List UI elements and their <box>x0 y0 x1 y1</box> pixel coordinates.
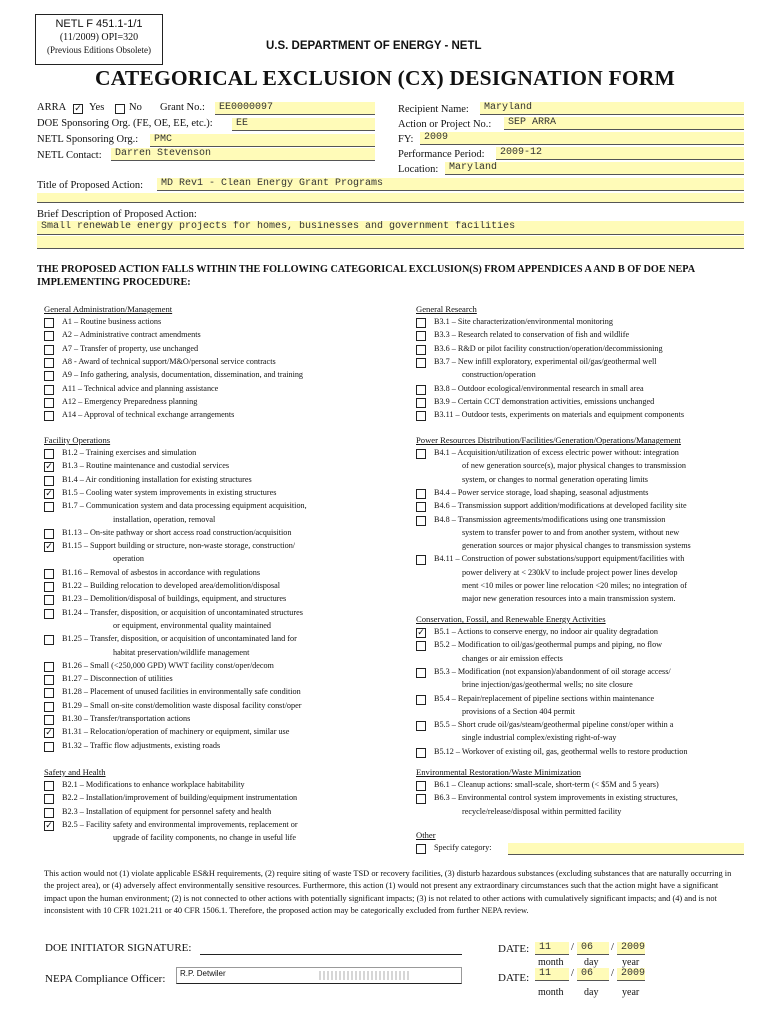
exclusion-checkbox[interactable] <box>44 449 54 459</box>
exclusion-label: B4.1 – Acquisition/utilization of excess electric power without: integration <box>434 448 679 457</box>
exclusion-checkbox[interactable] <box>416 781 426 791</box>
exclusion-label: single industrial complex/existing right-of-way <box>462 733 617 743</box>
exclusion-label: A14 – Approval of technical exchange arrangements <box>62 410 235 420</box>
grant-label: Grant No.: <box>160 102 205 113</box>
left-section-heading: Facility Operations <box>44 435 111 445</box>
exclusion-label: B3.1 – Site characterization/environmental monitoring <box>434 317 613 326</box>
performance-period-label: Performance Period: <box>398 149 485 160</box>
exclusion-label: B3.7 – New infill exploratory, experimental oil/gas/geothermal well <box>434 356 657 366</box>
date1-day-caption: day <box>584 957 599 968</box>
date2-day-field[interactable]: 06 <box>577 968 609 981</box>
exclusion-checkbox[interactable] <box>44 675 54 685</box>
exclusion-checkbox[interactable] <box>416 668 426 678</box>
date1-year-field[interactable]: 2009 <box>617 942 645 955</box>
date2-slash2: / <box>611 968 614 979</box>
arra-yes-label: Yes <box>89 102 105 113</box>
doe-initiator-signature-label: DOE INITIATOR SIGNATURE: <box>45 942 192 954</box>
exclusion-checkbox[interactable] <box>416 318 426 328</box>
exclusion-label: B1.15 – Support building or structure, non-waste storage, construction/ <box>62 541 296 551</box>
exclusion-label: B1.16 – Removal of asbestos in accordance with regulations <box>62 567 261 577</box>
exclusion-label: provisions of a Section 404 permit <box>462 706 576 716</box>
exclusion-checkbox[interactable]: ✓ <box>45 728 53 739</box>
exclusion-label: B1.32 – Traffic flow adjustments, existing roads <box>62 740 221 750</box>
exclusion-checkbox[interactable]: ✓ <box>417 628 425 638</box>
exclusion-checkbox[interactable] <box>416 641 426 651</box>
proposed-action-title-field-line2[interactable] <box>37 193 744 203</box>
proposed-action-title-label: Title of Proposed Action: <box>37 180 144 191</box>
form-number-box <box>35 14 163 65</box>
exclusion-label: B3.11 – Outdoor tests, experiments on materials and equipment components <box>434 410 685 420</box>
exclusion-label: A12 – Emergency Preparedness planning <box>62 396 198 406</box>
exclusion-checkbox[interactable] <box>44 702 54 712</box>
exclusion-checkbox[interactable]: ✓ <box>45 488 53 499</box>
exclusion-label: or equipment, environmental quality maintained <box>113 620 272 630</box>
categorical-exclusion-statement: THE PROPOSED ACTION FALLS WITHIN THE FOLLOWING CATEGORICAL EXCLUSION(S) FROM APPENDICES A AND B OF DOE NEPA IMPLEMENTING PROCEDURE: <box>37 264 695 288</box>
exclusion-label: B3.8 – Outdoor ecological/environmental research in small area <box>434 383 644 393</box>
exclusion-label: A9 – Info gathering, analysis, documentation, dissemination, and training <box>62 370 304 380</box>
exclusion-label: Specify category: <box>434 843 492 852</box>
nepa-signature-box[interactable] <box>176 967 462 984</box>
exclusion-label: B3.6 – R&D or pilot facility construction/operation/decommissioning <box>434 343 663 353</box>
exclusion-checkbox[interactable] <box>44 662 54 672</box>
date2-slash1: / <box>571 968 574 979</box>
netl-org-field[interactable]: PMC <box>150 134 375 147</box>
brief-description-field-line2[interactable] <box>37 236 744 249</box>
exclusion-checkbox[interactable] <box>44 529 54 539</box>
exclusion-checkbox[interactable] <box>44 385 54 395</box>
exclusion-label: A2 – Administrative contract amendments <box>62 330 201 340</box>
exclusion-label: major new generation resources into a main transmission system. <box>462 594 676 604</box>
exclusion-label: B3.3 – Research related to conservation of fish and wildlife <box>434 330 630 340</box>
exclusion-label: B5.4 – Repair/replacement of pipeline sections within maintenance <box>434 693 655 703</box>
fy-label: FY: <box>398 134 414 145</box>
exclusion-checkbox[interactable] <box>44 502 54 512</box>
exclusion-label: B1.24 – Transfer, disposition, or acquisition of uncontaminated structures <box>62 607 303 617</box>
exclusion-checkbox[interactable] <box>44 582 54 592</box>
arra-label: ARRA <box>37 102 67 113</box>
exclusion-label: B5.5 – Short crude oil/gas/steam/geothermal pipeline const/oper within a <box>434 720 674 730</box>
date2-label: DATE: <box>498 972 530 984</box>
exclusion-label: upgrade of facility components, no change in useful life <box>113 833 297 843</box>
exclusion-checkbox[interactable] <box>44 411 54 421</box>
exclusion-label: A7 – Transfer of property, use unchanged <box>62 343 199 353</box>
exclusion-label: B1.31 – Relocation/operation of machinery or equipment, similar use <box>62 727 290 737</box>
exclusion-checkbox[interactable] <box>416 748 426 758</box>
exclusion-checkbox[interactable] <box>44 371 54 381</box>
agency-name: U.S. DEPARTMENT OF ENERGY - NETL <box>266 40 482 52</box>
exclusion-checkbox[interactable] <box>44 609 54 619</box>
exclusion-checkbox[interactable] <box>416 489 426 499</box>
date2-month-field[interactable]: 11 <box>535 968 569 981</box>
disclaimer-text: This action would not (1) violate applicable ES&H requirements, (2) require siting of waste TSD or recovery facilities, (3) disturb hazardous substances (excluding substances that are naturally occurring in the project area), or (4) adversely affect environmentally sensitive resources. Furthermore, this action (1) would not present any extraordinary circumstances such that the action might have a significant impact upon the human environment; (2) is not connected to other actions with potentially significant impacts; (3) is not related to other actions with cumulatively significant impacts; and (4) and is not inconsistent with 10 CFR 1021.211 or 40 CFR 1506.1. Therefore, the proposed action may be categorically excluded from further NEPA review. <box>44 869 732 915</box>
grant-number-field[interactable]: EE0000097 <box>215 102 375 115</box>
brief-description-field[interactable]: Small renewable energy projects for homes, businesses and government facilities <box>37 221 744 235</box>
date2-month-caption: month <box>538 987 564 998</box>
date2-day-caption: day <box>584 987 599 998</box>
exclusion-checkbox[interactable]: ✓ <box>45 820 53 831</box>
exclusion-checkbox[interactable] <box>416 516 426 526</box>
exclusion-label: A11 – Technical advice and planning assistance <box>62 383 219 393</box>
exclusion-checkbox[interactable] <box>44 742 54 752</box>
exclusion-checkbox[interactable] <box>44 808 54 818</box>
exclusion-checkbox[interactable] <box>416 411 426 421</box>
right-section-heading: General Research <box>416 304 477 314</box>
netl-contact-field[interactable]: Darren Stevenson <box>111 148 375 161</box>
other-category-field[interactable] <box>508 843 744 855</box>
exclusion-label: B1.25 – Transfer, disposition, or acquisition of uncontaminated land for <box>62 634 297 644</box>
exclusion-checkbox[interactable]: ✓ <box>45 542 53 553</box>
exclusion-label: B1.26 – Small (<250,000 GPD) WWT facility const/oper/decom <box>62 660 274 670</box>
exclusion-label: system to transfer power to and from another system, without new <box>462 527 680 537</box>
exclusion-label: B1.27 – Disconnection of utilities <box>62 674 173 684</box>
doe-org-label: DOE Sponsoring Org. (FE, OE, EE, etc.): <box>37 118 213 129</box>
exclusion-checkbox[interactable] <box>44 398 54 408</box>
exclusion-checkbox[interactable] <box>44 595 54 605</box>
exclusion-label: B1.29 – Small on-site const/demolition waste disposal facility const/oper <box>62 700 302 710</box>
exclusion-label: B3.9 – Certain CCT demonstration activities, emissions unchanged <box>434 396 655 406</box>
exclusion-label: ment <10 miles or power line relocation <20 miles; no integration of <box>462 581 688 590</box>
exclusion-label: B2.5 – Facility safety and environmental improvements, replacement or <box>62 819 298 829</box>
date1-slash2: / <box>611 942 614 953</box>
exclusion-label: brine injection/gas/geothermal wells; no site closure <box>462 680 633 690</box>
arra-yes-checkbox[interactable]: ✓ <box>74 104 82 114</box>
exclusion-label: B2.1 – Modifications to enhance workplace habitability <box>62 780 245 789</box>
exclusion-label: B1.22 – Building relocation to developed area/demolition/disposal <box>62 581 281 590</box>
exclusion-label: generation sources or major physical changes to transmission systems <box>462 541 691 551</box>
exclusion-label: B6.3 – Environmental control system improvements in existing structures, <box>434 793 678 803</box>
form-number: NETL F 451.1-1/1 <box>55 18 143 30</box>
exclusion-label: B1.4 – Air conditioning installation for existing structures <box>62 474 252 484</box>
location-label: Location: <box>398 164 439 175</box>
exclusion-label: B4.11 – Construction of power substations/support equipment/facilities with <box>434 554 685 564</box>
exclusion-label: A1 – Routine business actions <box>62 317 162 326</box>
date1-month-caption: month <box>538 957 564 968</box>
date1-month-field[interactable]: 11 <box>535 942 569 955</box>
exclusion-label: B6.1 – Cleanup actions: small-scale, short-term (< $5M and 5 years) <box>434 780 659 789</box>
exclusion-checkbox[interactable] <box>44 635 54 645</box>
exclusion-label: B1.7 – Communication system and data processing equipment acquisition, <box>62 501 307 511</box>
page-title: CATEGORICAL EXCLUSION (CX) DESIGNATION FORM <box>95 66 675 90</box>
date1-slash1: / <box>571 942 574 953</box>
exclusion-checkbox[interactable] <box>416 385 426 395</box>
doe-org-field[interactable]: EE <box>232 118 375 131</box>
right-section-heading: Other <box>416 830 436 840</box>
exclusion-label: B5.2 – Modification to oil/gas/geothermal pumps and piping, no flow <box>434 640 663 650</box>
nepa-signature-name: R.P. Detwiler <box>180 969 226 978</box>
left-section-heading: General Administration/Management <box>44 304 173 314</box>
exclusion-checkbox[interactable] <box>44 345 54 355</box>
digital-signature-stamp <box>319 971 409 980</box>
exclusion-label: of new generation source(s), major physical changes to transmission <box>462 461 686 471</box>
exclusion-checkbox[interactable] <box>416 331 426 341</box>
netl-org-label: NETL Sponsoring Org.: <box>37 134 139 145</box>
date2-year-field[interactable]: 2009 <box>617 968 645 981</box>
date1-label: DATE: <box>498 943 530 955</box>
recipient-field[interactable]: Maryland <box>480 102 744 115</box>
exclusion-checkbox[interactable] <box>416 502 426 512</box>
arra-no-label: No <box>129 102 142 113</box>
action-no-label: Action or Project No.: <box>398 119 492 130</box>
exclusion-checkbox[interactable] <box>44 476 54 486</box>
exclusion-label: B1.13 – On-site pathway or short access road construction/acquisition <box>62 527 292 537</box>
exclusion-checkbox[interactable] <box>44 331 54 341</box>
exclusion-label: changes or air emission effects <box>462 653 563 663</box>
exclusion-checkbox[interactable] <box>416 721 426 731</box>
recipient-label: Recipient Name: <box>398 104 469 115</box>
netl-contact-label: NETL Contact: <box>37 150 102 161</box>
exclusion-checkbox[interactable] <box>44 794 54 804</box>
previous-editions-note: (Previous Editions Obsolete) <box>47 45 151 55</box>
date1-day-field[interactable]: 06 <box>577 942 609 955</box>
exclusion-checkbox[interactable] <box>416 794 426 804</box>
exclusion-label: B2.3 – Installation of equipment for personnel safety and health <box>62 806 272 816</box>
exclusion-label: operation <box>113 554 144 564</box>
exclusion-checkbox[interactable] <box>416 449 426 459</box>
date2-year-caption: year <box>622 987 640 998</box>
exclusion-label: B5.1 – Actions to conserve energy, no indoor air quality degradation <box>434 627 658 636</box>
exclusion-checkbox[interactable] <box>44 688 54 698</box>
exclusion-checkbox[interactable] <box>416 844 426 854</box>
exclusion-label: B1.3 – Routine maintenance and custodial services <box>62 461 230 471</box>
brief-description-label: Brief Description of Proposed Action: <box>37 209 197 220</box>
exclusion-label: B2.2 – Installation/improvement of building/equipment instrumentation <box>62 793 298 803</box>
exclusion-label: B1.5 – Cooling water system improvements in existing structures <box>62 487 277 497</box>
exclusion-label: B4.4 – Power service storage, load shaping, seasonal adjustments <box>434 487 649 497</box>
action-no-field[interactable]: SEP ARRA <box>504 117 744 130</box>
exclusion-label: B1.2 – Training exercises and simulation <box>62 448 197 457</box>
exclusion-label: B1.28 – Placement of unused facilities in environmentally safe condition <box>62 687 301 697</box>
exclusion-checkbox[interactable] <box>44 569 54 579</box>
nepa-officer-label: NEPA Compliance Officer: <box>45 973 166 985</box>
exclusion-label: construction/operation <box>462 370 536 380</box>
location-field[interactable]: Maryland <box>445 162 744 175</box>
exclusion-label: B1.30 – Transfer/transportation actions <box>62 714 191 723</box>
exclusion-checkbox[interactable] <box>44 358 54 368</box>
exclusion-checkbox[interactable] <box>416 358 426 368</box>
exclusion-label: A8 - Award of technical support/M&O/personal service contracts <box>62 356 276 366</box>
doe-initiator-signature-line[interactable] <box>200 954 462 955</box>
left-section-heading: Safety and Health <box>44 767 106 777</box>
exclusion-label: B4.8 – Transmission agreements/modifications using one transmission <box>434 514 666 524</box>
exclusion-checkbox[interactable]: ✓ <box>45 462 53 473</box>
exclusion-label: system, or changes to normal generation operating limits <box>462 474 648 484</box>
exclusion-label: B5.12 – Workover of existing oil, gas, geothermal wells to restore production <box>434 746 688 756</box>
form-date: (11/2009) OPI=320 <box>59 32 139 43</box>
exclusion-checkbox[interactable] <box>44 781 54 791</box>
right-section-heading: Power Resources Distribution/Facilities/Generation/Operations/Management <box>416 435 681 445</box>
exclusion-label: installation, operation, removal <box>113 514 216 524</box>
exclusion-label: B4.6 – Transmission support addition/modifications at developed facility site <box>434 501 687 511</box>
right-section-heading: Conservation, Fossil, and Renewable Energy Activities <box>416 614 606 624</box>
arra-no-checkbox[interactable] <box>115 104 125 114</box>
right-section-heading: Environmental Restoration/Waste Minimization <box>416 767 581 777</box>
exclusion-checkbox[interactable] <box>416 695 426 705</box>
exclusion-checkbox[interactable] <box>44 715 54 725</box>
exclusion-label: power delivery at < 230kV to include project power lines develop <box>462 567 678 577</box>
exclusion-checkbox[interactable] <box>416 398 426 408</box>
exclusion-label: recycle/release/disposal within permitted facility <box>462 806 622 816</box>
fy-field[interactable]: 2009 <box>420 132 744 145</box>
exclusion-label: B1.23 – Demolition/disposal of buildings, equipment, and structures <box>62 594 287 604</box>
exclusion-label: B5.3 – Modification (not expansion)/abandonment of oil storage access/ <box>434 666 671 676</box>
exclusion-checkbox[interactable] <box>416 345 426 355</box>
proposed-action-title-field[interactable]: MD Rev1 - Clean Energy Grant Programs <box>157 178 744 191</box>
exclusion-checkbox[interactable] <box>44 318 54 328</box>
exclusion-checkbox[interactable] <box>416 555 426 565</box>
exclusion-label: habitat preservation/wildlife management <box>113 647 250 657</box>
date1-year-caption: year <box>622 957 640 968</box>
performance-period-field[interactable]: 2009-12 <box>496 147 744 160</box>
